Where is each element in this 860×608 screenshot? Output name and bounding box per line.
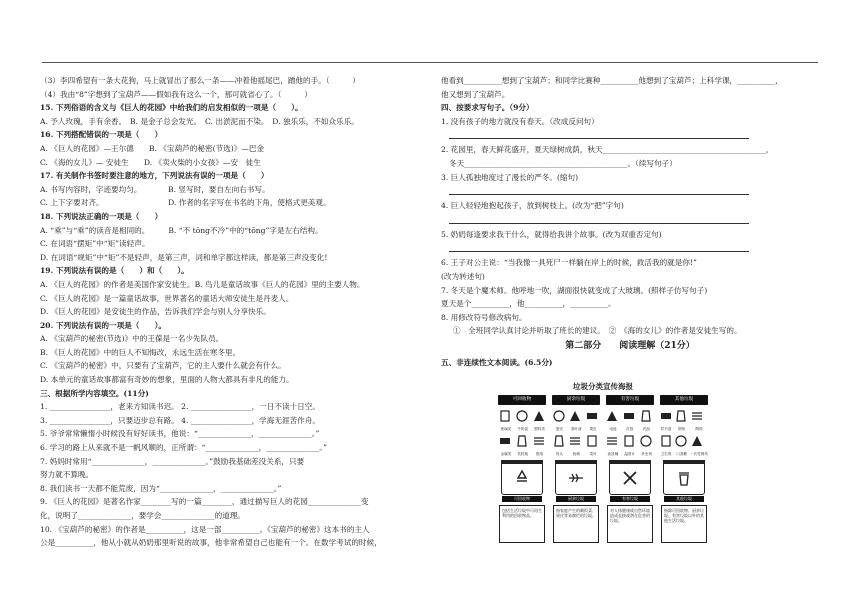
garbage-item	[622, 408, 638, 431]
icon-grid	[498, 408, 708, 456]
garbage-item-label: 一次性餐具	[690, 452, 708, 456]
question-title: 18. 下列说法正确的一项是（ ）	[40, 211, 163, 221]
question-line: 8. 用修改符号修改病句。	[441, 312, 527, 322]
garbage-item-label: 金属类	[500, 452, 512, 456]
bin-body	[501, 460, 543, 495]
question-options: D. 本单元的童话故事都富有奇妙的想象，里面的人物大都具有非凡的能力。	[40, 375, 294, 385]
garbage-item	[532, 433, 548, 456]
bin-description: 指除可回收物、厨余垃圾、有害垃圾以外的其他生活垃圾。	[661, 505, 707, 543]
garbage-item-label: 油漆桶	[607, 452, 619, 456]
question-options: A. 《巨人的花园》的作者是美国作家安徒生。B. 鸟儿是童话故事《巨人的花园》里的主要人物。	[40, 279, 365, 289]
poster-title: 垃圾分类宣传海报	[573, 382, 633, 391]
garbage-item-icon	[568, 409, 582, 423]
question-line: 3. 巨人孤独地度过了漫长的严冬。(缩句)	[441, 172, 579, 182]
section-heading: 五、非连续性文本阅读。(6.5分)	[441, 357, 553, 367]
garbage-item	[690, 433, 708, 456]
question-title: 17. 有关制作书签时要注意的地方，下列说法有误的一项是（ ）	[40, 171, 269, 181]
garbage-item-label: 菜叶	[589, 452, 597, 456]
bin-label: 其他垃圾	[664, 496, 704, 502]
answer-line[interactable]	[449, 241, 749, 252]
question-line: 2. 花园里，春天鲜花盛开，夏天绿树成荫，秋天___________________________________________，	[441, 145, 774, 155]
garbage-item-label: 尿不湿	[660, 427, 672, 431]
bin-kitchen	[552, 460, 600, 543]
garbage-item-label: 报纸	[535, 452, 544, 456]
garbage-item	[585, 408, 601, 431]
garbage-item-label: 药品	[642, 427, 651, 431]
garbage-item-label: 电池	[609, 427, 617, 431]
garbage-item	[585, 433, 601, 456]
question-line: 冬天___________________________________________。（续写句子）	[449, 158, 677, 168]
garbage-item-icon	[659, 434, 673, 448]
question-line: (改为转述句)	[441, 271, 485, 281]
garbage-item-label: 牛奶盒	[517, 427, 529, 431]
bin-body	[609, 460, 651, 495]
garbage-item	[605, 433, 621, 456]
header-rule	[42, 62, 818, 63]
part-heading: 第二部分 阅读理解（21分）	[565, 340, 695, 351]
garbage-item	[639, 408, 655, 431]
question-options: C. 上下字要对齐。 D. 作者的名字写在书名的下角，使格式更美观。	[40, 198, 331, 208]
garbage-item-label: 温度计	[624, 452, 636, 456]
garbage-item	[532, 408, 548, 431]
garbage-item-icon	[585, 409, 599, 423]
garbage-item-icon	[690, 409, 704, 423]
fill-line: 化，说明了______________，要学会______________的道理。	[40, 511, 246, 520]
garbage-item-label: 蛋壳	[555, 427, 563, 431]
trash-icon	[675, 469, 693, 487]
fill-line: 他看到__________想到了宝葫芦；和同学比赛种__________他想到了宝葫芦；上科学课，__________，	[441, 76, 783, 85]
left-column	[40, 74, 426, 550]
garbage-item-label: 玻璃类	[500, 427, 512, 431]
question-line: （3）李四希望有一条大花狗，马上就冒出了那么一条——冲着他摇尾巴，蹭他的手。（ ）	[40, 76, 360, 85]
question-title: 19. 下列说法有误的是（ ）和（ ）。	[40, 266, 189, 276]
garbage-item-label: 饮料瓶	[517, 452, 529, 456]
question-options: A. 《宝葫芦的秘密(节选)》中的王葆是一名少先队员。	[40, 334, 224, 344]
fill-line: 5. 爷爷常常懒惰小时候没有好好读书，他说：“______________，______________。”	[40, 429, 320, 439]
question-options: B. 《巨人的花园》中的巨人不知悔改，永远生活在寒冬里。	[40, 347, 241, 357]
garbage-item-icon	[532, 434, 546, 448]
icon-group	[552, 408, 602, 456]
garbage-item	[515, 408, 531, 431]
question-options: C. 《海的女儿》— 安徒生 D. 《卖火柴的小女孩》—安 徒生	[40, 157, 261, 167]
garbage-item	[659, 433, 674, 456]
bin-other	[660, 460, 708, 543]
garbage-item-label: 灯管	[626, 427, 634, 431]
question-line: ① 全班同学认真讨论并听取了班长的建议。 ② 《海的女儿》的作者是安徒生写的。	[453, 326, 742, 336]
question-line: 4. 巨人轻轻地抱起孩子，放到树枝上。(改为“把”字句)	[441, 201, 624, 211]
garbage-item-icon	[552, 434, 566, 448]
category-other: 其他垃圾	[660, 395, 708, 405]
garbage-item	[568, 433, 584, 456]
fill-line: 努力就不算晚。	[40, 470, 94, 480]
question-options: A. “乘”与“乘”的读音是相同的。 B. “不 tōng不冷”中的“tōng”字是左右结构。	[40, 225, 323, 235]
fill-line: 10. 《宝葫芦的秘密》的作者是__________，这是一部__________。《宝葫芦的秘密》这本书的主人	[40, 524, 370, 534]
question-options: C. 在词语“摆矩”中“矩”读轻声。	[40, 239, 150, 249]
question-options: D. 《巨人的花园》是安徒生的作品，告诉我们学会与别人分享快乐。	[40, 307, 271, 317]
fill-line: 9. 《巨人的花园》是著名作家________写的一篇________，通过描写巨人的花园______________变	[40, 497, 369, 507]
hazard-x-icon	[621, 469, 639, 487]
question-options: A. 书写内容时，字迹要均匀。 B. 竖写时，要自左向右书写。	[40, 184, 270, 194]
garbage-item-label: 骨头	[555, 452, 563, 456]
category-recyclable: 可回收物	[498, 395, 546, 405]
bin-label: 厨余垃圾	[556, 496, 596, 502]
garbage-item	[690, 408, 708, 431]
garbage-item-label: 茶叶渣	[570, 427, 582, 431]
garbage-item-icon	[515, 434, 529, 448]
garbage-item-icon	[690, 434, 704, 448]
garbage-item-label: 塑料类	[534, 427, 545, 431]
question-line: 1. 没有孩子的地方就没有春天。（改成反问句）	[441, 116, 599, 126]
garbage-item-label: 果皮	[589, 427, 597, 431]
bin-body	[555, 460, 597, 495]
fishbone-icon	[567, 469, 585, 487]
category-kitchen: 厨余垃圾	[552, 395, 600, 405]
garbage-item	[674, 433, 689, 456]
question-options: A. 予人玫瑰，手有余香。 B. 是金子总会发光。 C. 出淤泥而不染。 D. 独乐乐，不如众乐乐。	[40, 116, 359, 126]
bin-label: 有害垃圾	[610, 496, 650, 502]
bin-hazardous	[606, 460, 654, 543]
garbage-item-icon	[585, 434, 599, 448]
garbage-item-icon	[605, 434, 619, 448]
question-line: 7. 冬天是个魔术师。他呼地一吹，湖面很快就变成了大玻璃。(照样子仿写句子)	[441, 285, 708, 295]
fill-line: 7. 妈妈时常用“______________，______________。”鼓励我基础差没关系，只要	[40, 456, 305, 466]
category-row	[498, 395, 708, 405]
bin-description: 对人体健康或自然环境造成直接或潜在危害的垃圾。	[607, 505, 653, 543]
bin-description: 指家庭产生的剩饭菜、果皮等易腐烂的垃圾。	[553, 505, 599, 543]
garbage-item-label: 口香糖	[676, 452, 688, 456]
garbage-item-icon	[639, 409, 653, 423]
bin-body	[663, 460, 705, 495]
recycle-icon	[513, 469, 531, 487]
garbage-item-icon	[552, 409, 566, 423]
fill-line: 公是__________，他从小就从奶奶那里听说的故事，他非常希望自己也能有一个。在数学考试的时候，	[40, 538, 382, 548]
section-heading: 四、按要求写句子。（9分）	[441, 103, 534, 113]
garbage-item-icon	[659, 409, 673, 423]
garbage-item	[568, 408, 584, 431]
garbage-item-icon	[605, 409, 619, 423]
garbage-item-label: 烟蒂	[678, 427, 686, 431]
garbage-item-icon	[674, 434, 688, 448]
fill-line: 6. 学习的路上从来就不是一帆风顺的，正所谓：“______________，______________。”	[40, 443, 327, 453]
question-title: 15. 下列俗语的含义与《巨人的花园》中给我们的启发相似的一项是（ ）。	[40, 103, 303, 113]
garbage-item	[605, 408, 621, 431]
garbage-item-icon	[568, 434, 582, 448]
garbage-item-icon	[515, 409, 529, 423]
garbage-item-label: 陶瓷	[695, 427, 703, 431]
question-title: 20. 下列说法有误的一项是（ ）。	[40, 320, 166, 330]
question-line: 5. 奶奶每逢要求我干什么，就得给我讲个故事。(改为双重否定句)	[441, 229, 662, 239]
right-column	[441, 74, 819, 369]
bin-label: 可回收物	[502, 496, 542, 502]
garbage-item-icon	[639, 434, 653, 448]
garbage-item	[639, 433, 655, 456]
question-options: A. 《巨人的花园》—王尔德 B. 《宝葫芦的秘密(节选)》—巴金	[40, 143, 265, 153]
icon-group	[659, 408, 709, 456]
garbage-item-icon	[498, 409, 512, 423]
garbage-item	[515, 433, 531, 456]
garbage-item	[622, 433, 638, 456]
icon-group	[498, 408, 548, 456]
fill-line: 8. 我们读书一天都不能荒废，因为“______________，______________。”	[40, 483, 282, 493]
garbage-item-label: 杀虫剂	[641, 452, 652, 456]
fill-line: 3. ________________，只要迈步总有路。 4. ________________，学海无涯苦作舟。	[40, 415, 320, 425]
bin-row	[498, 460, 708, 543]
garbage-item-icon	[532, 409, 546, 423]
answer-line[interactable]	[449, 128, 749, 139]
garbage-item-icon	[622, 434, 636, 448]
answer-line[interactable]	[449, 213, 749, 224]
question-line: 6. 王子对公主说：“当我像一具死尸一样躺在岸上的时候，救活我的就是你!”	[441, 258, 697, 268]
question-line: （4）我由“8”字想到了宝葫芦——假如我有这么一个，那可就省心了。（ ）	[40, 89, 312, 99]
bin-description: 包括生活垃圾中可再生利用的回收物品。	[499, 505, 545, 543]
question-options: C. 《巨人的花园》是一篇童话故事，世界著名的童话大师安徒生是丹麦人。	[40, 293, 294, 303]
fill-line: 他又想到了宝葫芦。	[441, 89, 510, 99]
icon-group	[605, 408, 655, 456]
garbage-item-label: 卫生纸	[660, 452, 672, 456]
garbage-item-icon	[622, 409, 636, 423]
garbage-item	[552, 408, 568, 431]
question-options: C. 《宝葫芦的秘密》中，只要有了宝葫芦，它的主人要什么就会有什么。	[40, 361, 286, 371]
question-title: 16. 下列搭配错误的一项是（ ）	[40, 130, 163, 140]
answer-line[interactable]	[449, 184, 749, 195]
garbage-item	[498, 408, 514, 431]
section-heading: 三、根据所学内容填空。(11分)	[40, 388, 149, 398]
garbage-item	[552, 433, 568, 456]
garbage-poster	[498, 381, 708, 605]
garbage-item	[498, 433, 514, 456]
garbage-item-icon	[498, 434, 512, 448]
garbage-item	[659, 408, 674, 431]
question-options: D. 在词语“规矩”中“矩”不是轻声，是第三声，词和单字都这样读，都是第三声没变化!	[40, 252, 328, 262]
category-hazardous: 有害垃圾	[606, 395, 654, 405]
question-line: 夏天是个__________，他__________，__________。	[441, 299, 616, 309]
bin-recyclable	[498, 460, 546, 543]
garbage-item	[674, 408, 689, 431]
garbage-item-label: 鱼刺	[572, 452, 580, 456]
garbage-item-icon	[674, 409, 688, 423]
fill-line: 1. ________________，老来方知读书迟。 2. ________________，一日不读十日空。	[40, 402, 320, 412]
